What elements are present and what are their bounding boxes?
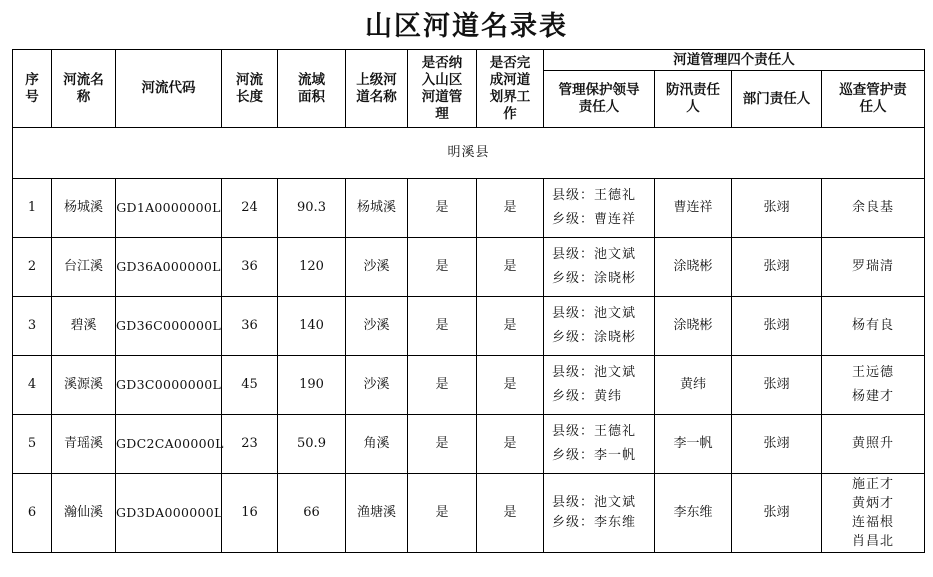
- cell-patrol: 余良基: [822, 179, 925, 238]
- cell-dept: 张翊: [732, 415, 822, 474]
- cell-river-name: 台江溪: [52, 238, 116, 297]
- cell-flood: 李一帆: [655, 415, 732, 474]
- cell-seq: 5: [13, 415, 52, 474]
- cell-lead: 县级：池文斌 乡级：李东维: [544, 474, 655, 553]
- table-row: [13, 415, 925, 474]
- header-parent-river: 上级河 道名称: [346, 50, 408, 128]
- cell-patrol: 施正才 黄炳才 连福根 肖昌北: [822, 474, 925, 553]
- header-dept: 部门责任人: [732, 71, 822, 128]
- cell-lead: 县级：王德礼 乡级：曹连祥: [544, 179, 655, 238]
- cell-flood: 涂晓彬: [655, 238, 732, 297]
- cell-dept: 张翊: [732, 179, 822, 238]
- cell-area: 140: [278, 297, 346, 356]
- header-flood: 防汛责任 人: [655, 71, 732, 128]
- cell-river-code: GDC2CA00000L: [116, 415, 222, 474]
- header-responsible-group: 河道管理四个责任人: [544, 50, 925, 71]
- header-seq: 序 号: [13, 50, 52, 128]
- table-row: [13, 474, 925, 553]
- cell-boundary-done: 是: [477, 474, 544, 553]
- cell-river-name: 溪源溪: [52, 356, 116, 415]
- header-area: 流域 面积: [278, 50, 346, 128]
- page-title: 山区河道名录表: [365, 11, 568, 42]
- header-lead: 管理保护领导 责任人: [544, 71, 655, 128]
- header-length: 河流 长度: [222, 50, 278, 128]
- header-in-management: 是否纳 入山区 河道管 理: [408, 50, 477, 128]
- header-river-code: 河流代码: [116, 50, 222, 128]
- cell-river-name: 杨城溪: [52, 179, 116, 238]
- cell-dept: 张翊: [732, 474, 822, 553]
- cell-boundary-done: 是: [477, 179, 544, 238]
- cell-river-code: GD1A0000000L: [116, 179, 222, 238]
- cell-length: 24: [222, 179, 278, 238]
- cell-in-management: 是: [408, 179, 477, 238]
- cell-area: 190: [278, 356, 346, 415]
- cell-dept: 张翊: [732, 297, 822, 356]
- cell-parent-river: 沙溪: [346, 297, 408, 356]
- table-row: [13, 179, 925, 238]
- cell-dept: 张翊: [732, 238, 822, 297]
- cell-lead: 县级：池文斌 乡级：黄纬: [544, 356, 655, 415]
- cell-parent-river: 沙溪: [346, 356, 408, 415]
- cell-in-management: 是: [408, 356, 477, 415]
- cell-seq: 4: [13, 356, 52, 415]
- cell-area: 120: [278, 238, 346, 297]
- header-river-name: 河流名 称: [52, 50, 116, 128]
- cell-length: 23: [222, 415, 278, 474]
- cell-parent-river: 渔塘溪: [346, 474, 408, 553]
- table-row: [13, 356, 925, 415]
- cell-parent-river: 杨城溪: [346, 179, 408, 238]
- cell-length: 16: [222, 474, 278, 553]
- cell-patrol: 王远德 杨建才: [822, 356, 925, 415]
- cell-seq: 1: [13, 179, 52, 238]
- cell-parent-river: 沙溪: [346, 238, 408, 297]
- table-row: [13, 297, 925, 356]
- cell-seq: 6: [13, 474, 52, 553]
- cell-lead: 县级：池文斌 乡级：涂晓彬: [544, 297, 655, 356]
- cell-boundary-done: 是: [477, 356, 544, 415]
- cell-river-name: 碧溪: [52, 297, 116, 356]
- cell-area: 90.3: [278, 179, 346, 238]
- cell-river-name: 瀚仙溪: [52, 474, 116, 553]
- cell-patrol: 黄照升: [822, 415, 925, 474]
- cell-patrol: 罗瑞清: [822, 238, 925, 297]
- header-patrol: 巡查管护责 任人: [822, 71, 925, 128]
- header-boundary-done: 是否完 成河道 划界工 作: [477, 50, 544, 128]
- cell-length: 36: [222, 238, 278, 297]
- river-directory-table: [12, 49, 925, 553]
- cell-area: 50.9: [278, 415, 346, 474]
- cell-boundary-done: 是: [477, 415, 544, 474]
- cell-in-management: 是: [408, 238, 477, 297]
- cell-river-name: 青瑶溪: [52, 415, 116, 474]
- cell-parent-river: 角溪: [346, 415, 408, 474]
- table-row: [13, 238, 925, 297]
- cell-patrol: 杨有良: [822, 297, 925, 356]
- cell-river-code: GD3C0000000L: [116, 356, 222, 415]
- cell-flood: 曹连祥: [655, 179, 732, 238]
- cell-area: 66: [278, 474, 346, 553]
- cell-flood: 李东维: [655, 474, 732, 553]
- cell-flood: 黄纬: [655, 356, 732, 415]
- cell-seq: 2: [13, 238, 52, 297]
- cell-lead: 县级：王德礼 乡级：李一帆: [544, 415, 655, 474]
- cell-dept: 张翊: [732, 356, 822, 415]
- cell-river-code: GD36C000000L: [116, 297, 222, 356]
- cell-boundary-done: 是: [477, 297, 544, 356]
- cell-in-management: 是: [408, 297, 477, 356]
- cell-length: 36: [222, 297, 278, 356]
- cell-in-management: 是: [408, 474, 477, 553]
- cell-boundary-done: 是: [477, 238, 544, 297]
- cell-river-code: GD3DA000000L: [116, 474, 222, 553]
- cell-flood: 涂晓彬: [655, 297, 732, 356]
- cell-length: 45: [222, 356, 278, 415]
- county-label: 明溪县: [13, 128, 925, 179]
- cell-seq: 3: [13, 297, 52, 356]
- cell-lead: 县级：池文斌 乡级：涂晓彬: [544, 238, 655, 297]
- cell-in-management: 是: [408, 415, 477, 474]
- cell-river-code: GD36A000000L: [116, 238, 222, 297]
